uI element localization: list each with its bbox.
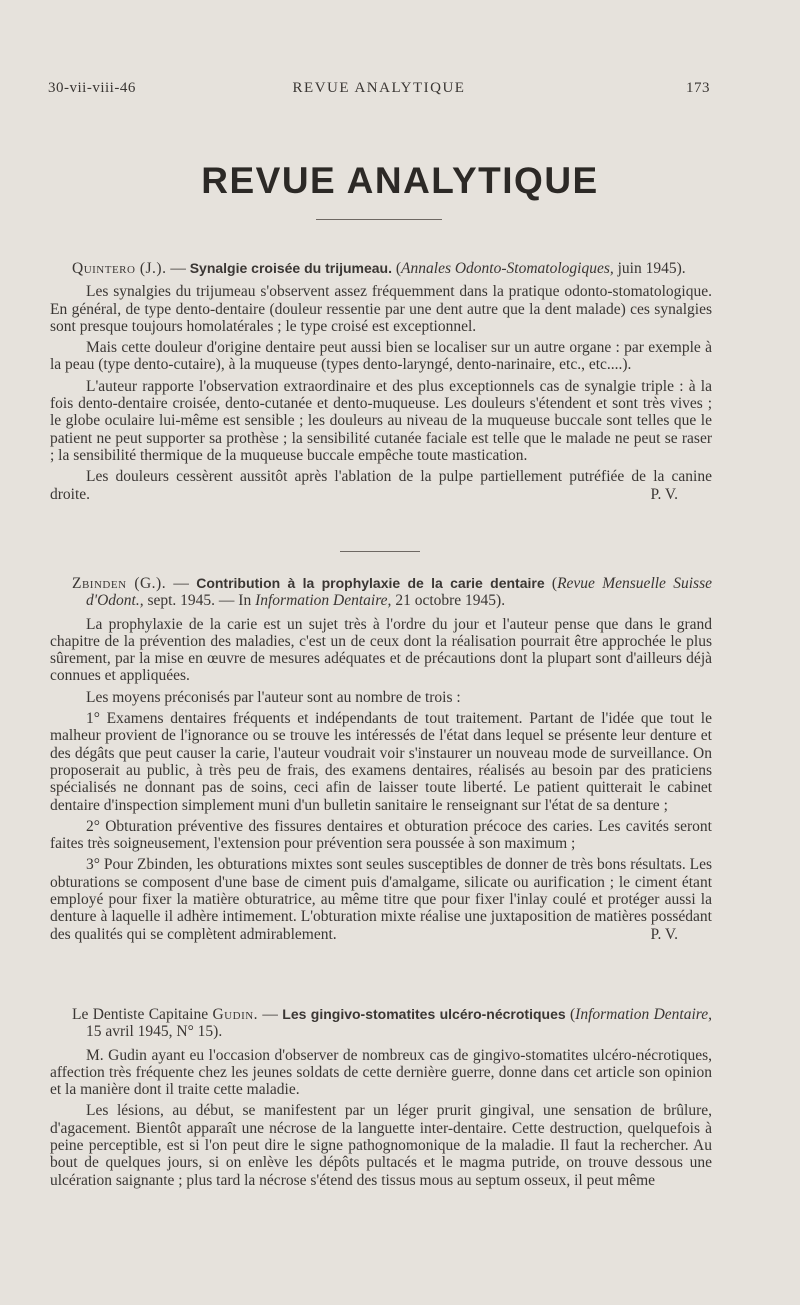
signature: P. V. <box>650 925 678 943</box>
paragraph: Les synalgies du trijumeau s'observent assez fréquemment dans la pratique odonto-stomatologique. En général, de type dento-dentaire (douleur ressentie par une dent autre que la dent malade) ces synalgies sont presque toujours homolatérales ; le type croisé est exceptionnel. <box>50 283 712 335</box>
paragraph: Les lésions, au début, se manifestent par un léger prurit gingival, une sensation de brûlure, d'agacement. Bientôt apparaît une nécrose de la languette inter-dentaire. Cette destruction, quelquefois à peine perceptible, est si l'on peut dire le signe pathognomonique de la maladie. Il faut la rechercher. Au bout de quelques jours, si on enlève les dépôts pultacés et le magma putride, on trouve dessous une ulcération saignante ; plus tard la nécrose s'étend des tissus mous au septum osseux, il peut même <box>50 1102 712 1189</box>
page-title: REVUE ANALYTIQUE <box>201 160 599 201</box>
page-number: 173 <box>686 80 710 96</box>
paragraph: M. Gudin ayant eu l'occasion d'observer de nombreux cas de gingivo-stomatites ulcéro-nécrotiques, affection très fréquente chez les jeunes soldats de cette dernière guerre, donne dans cet article son opinion et la manière dont il traite cette maladie. <box>50 1046 712 1099</box>
article-source-secondary: Information Dentaire, <box>255 592 392 610</box>
article-heading: Le Dentiste Capitaine Gudin. — Les gingivo-stomatites ulcéro-nécrotiques (Information Dentaire, 15 avril 1945, N° 15). <box>72 1006 712 1041</box>
article-heading: Zbinden (G.). — Contribution à la prophylaxie de la carie dentaire (Revue Mensuelle Suisse d'Odont., sept. 1945. — In Information Dentaire, 21 octobre 1945). <box>72 575 712 610</box>
paragraph: 3° Pour Zbinden, les obturations mixtes sont seules susceptibles de donner de très bons résultats. Les obturations se composent d'une base de ciment puis d'amalgame, silicate ou aurification ; le ciment étant employé pour fixer la matière obturatrice, au même titre que pour fixer l'inlay coulé et protéger aussi la denture à laquelle il adhère intimement. L'obturation mixte réalise une juxtaposition de matières possédant des qualités qui se complètent admirablement. P. V. <box>50 856 712 943</box>
running-header <box>48 80 710 100</box>
article-source: Revue Mensuelle Suisse d'Odont., <box>86 575 712 610</box>
article-zbinden <box>50 575 712 947</box>
article-title: Contribution à la prophylaxie de la carie dentaire <box>196 575 545 591</box>
section-divider <box>340 551 420 552</box>
journal-section-title: REVUE ANALYTIQUE <box>292 80 466 96</box>
article-title: Les gingivo-stomatites ulcéro-nécrotiques <box>282 1006 566 1022</box>
article-author: Quintero (J.). <box>72 260 167 277</box>
article-source: Information Dentaire, <box>575 1006 712 1023</box>
signature: P. V. <box>650 485 678 503</box>
paragraph: 1° Examens dentaires fréquents et indépendants de tout traitement. Partant de l'idée que tout le malheur provient de l'ignorance ou se trouve les intéressés de l'état dans lequel se présente leur denture et des dégâts que peut causer la carie, l'auteur voudrait voir s'instaurer un nouveau mode de surveillance. On proposerait au public, à très peu de frais, des examens dentaires, réalisés au besoin par des praticiens spécialisés ne donnant pas de soins, ceci afin de laisser toute liberté. Le patient quitterait le cabinet dentaire d'inspection simplement muni d'un bulletin sanitaire le renseignant sur l'état de sa denture ; <box>50 710 712 814</box>
title-rule <box>316 219 442 220</box>
paragraph: La prophylaxie de la carie est un sujet très à l'ordre du jour et l'auteur pense que dans le grand chapitre de la prévention des maladies, c'est un de ceux dont la réalisation pourrait être approchée le plus sûrement, par la mise en œuvre de mesures adéquates et de précautions dont la plupart sont d'ailleurs déjà connues et appliquées. <box>50 615 712 685</box>
paragraph: 2° Obturation préventive des fissures dentaires et obturation précoce des caries. Les cavités seront faites très soigneusement, l'extension pour prévention sera poussée à son maximum ; <box>50 817 712 853</box>
paragraph: Les douleurs cessèrent aussitôt après l'ablation de la pulpe partiellement putréfiée de la canine droite. P. V. <box>50 468 712 503</box>
article-source: Annales Odonto-Stomatologiques, <box>401 260 614 277</box>
article-heading: Quintero (J.). — Synalgie croisée du trijumeau. (Annales Odonto-Stomatologiques, juin 1945). <box>72 260 686 277</box>
issue-date: 30-vii-viii-46 <box>48 80 136 96</box>
article-title: Synalgie croisée du trijumeau. <box>189 260 392 276</box>
article-quintero <box>50 260 712 507</box>
article-gudin <box>50 1006 712 1193</box>
article-author: Gudin. <box>212 1006 259 1023</box>
paragraph: Mais cette douleur d'origine dentaire peut aussi bien se localiser sur un autre organe : par exemple à la peau (type dento-cutaire), à la muqueuse (types dento-laryngé, dento-narinaire, etc., etc....). <box>50 339 712 374</box>
article-author: Zbinden (G.). <box>72 575 167 592</box>
paragraph: L'auteur rapporte l'observation extraordinaire et des plus exceptionnels cas de synalgie triple : à la fois dento-dentaire croisée, dento-cutanée et dento-muqueuse. Les douleurs s'étendent et sont très vives ; le globe oculaire lui-même est sensible ; les douleurs au niveau de la muqueuse buccale sont telles que le patient ne peut supporter sa prothèse ; la sensibilité cutanée faciale est telle que le malade ne peut se raser ; la sensibilité thermique de la muqueuse buccale empêche toute mastication. <box>50 377 712 464</box>
paragraph: Les moyens préconisés par l'auteur sont au nombre de trois : <box>86 688 461 706</box>
